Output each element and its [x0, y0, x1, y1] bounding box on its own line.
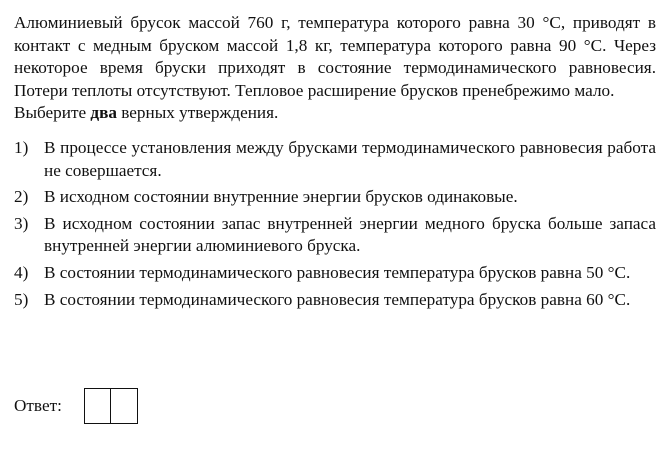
- option-text: В процессе установления между брусками термодинамического равновесия работа не совершается.: [44, 137, 656, 180]
- instruction-suffix: верных утверждения.: [116, 103, 279, 123]
- option-text: В исходном состоянии внутренние энергии брусков одинаковые.: [44, 187, 518, 207]
- option-number: 3): [14, 213, 29, 233]
- option-number: 4): [14, 262, 29, 282]
- option-text: В состоянии термодинамического равновесия температура брусков равна 50 °С.: [44, 262, 631, 282]
- option-number: 5): [14, 289, 29, 309]
- instruction-prefix: Выберите: [14, 103, 91, 123]
- answer-box-2[interactable]: [111, 388, 138, 424]
- option-3: [14, 213, 656, 258]
- option-number: 1): [14, 137, 29, 157]
- option-2: [14, 186, 656, 209]
- option-1: [14, 137, 656, 182]
- instruction: [14, 102, 656, 125]
- answer-label: Ответ:: [14, 396, 62, 415]
- problem-statement: Алюминиевый брусок массой 760 г, температура которого равна 30 °С, приводят в контакт с медным бруском массой 1,8 кг, температура которого равна 90 °С. Через некоторое время бруски приходят в состояние термодинамического равновесия. Потери теплоты отсутствуют. Тепловое расширение брусков пренебрежимо мало.: [14, 13, 656, 100]
- option-4: [14, 262, 656, 285]
- answer-section: [14, 388, 138, 424]
- task-container: [14, 12, 656, 315]
- option-number: 2): [14, 187, 29, 207]
- option-5: [14, 289, 656, 312]
- answer-boxes: [84, 388, 138, 424]
- answer-box-1[interactable]: [84, 388, 111, 424]
- options-list: [14, 137, 656, 311]
- option-text: В состоянии термодинамического равновесия температура брусков равна 60 °С.: [44, 289, 631, 309]
- instruction-emphasis: два: [90, 103, 117, 123]
- option-text: В исходном состоянии запас внутренней энергии медного бруска больше запаса внутренней энергии алюминиевого бруска.: [44, 213, 656, 256]
